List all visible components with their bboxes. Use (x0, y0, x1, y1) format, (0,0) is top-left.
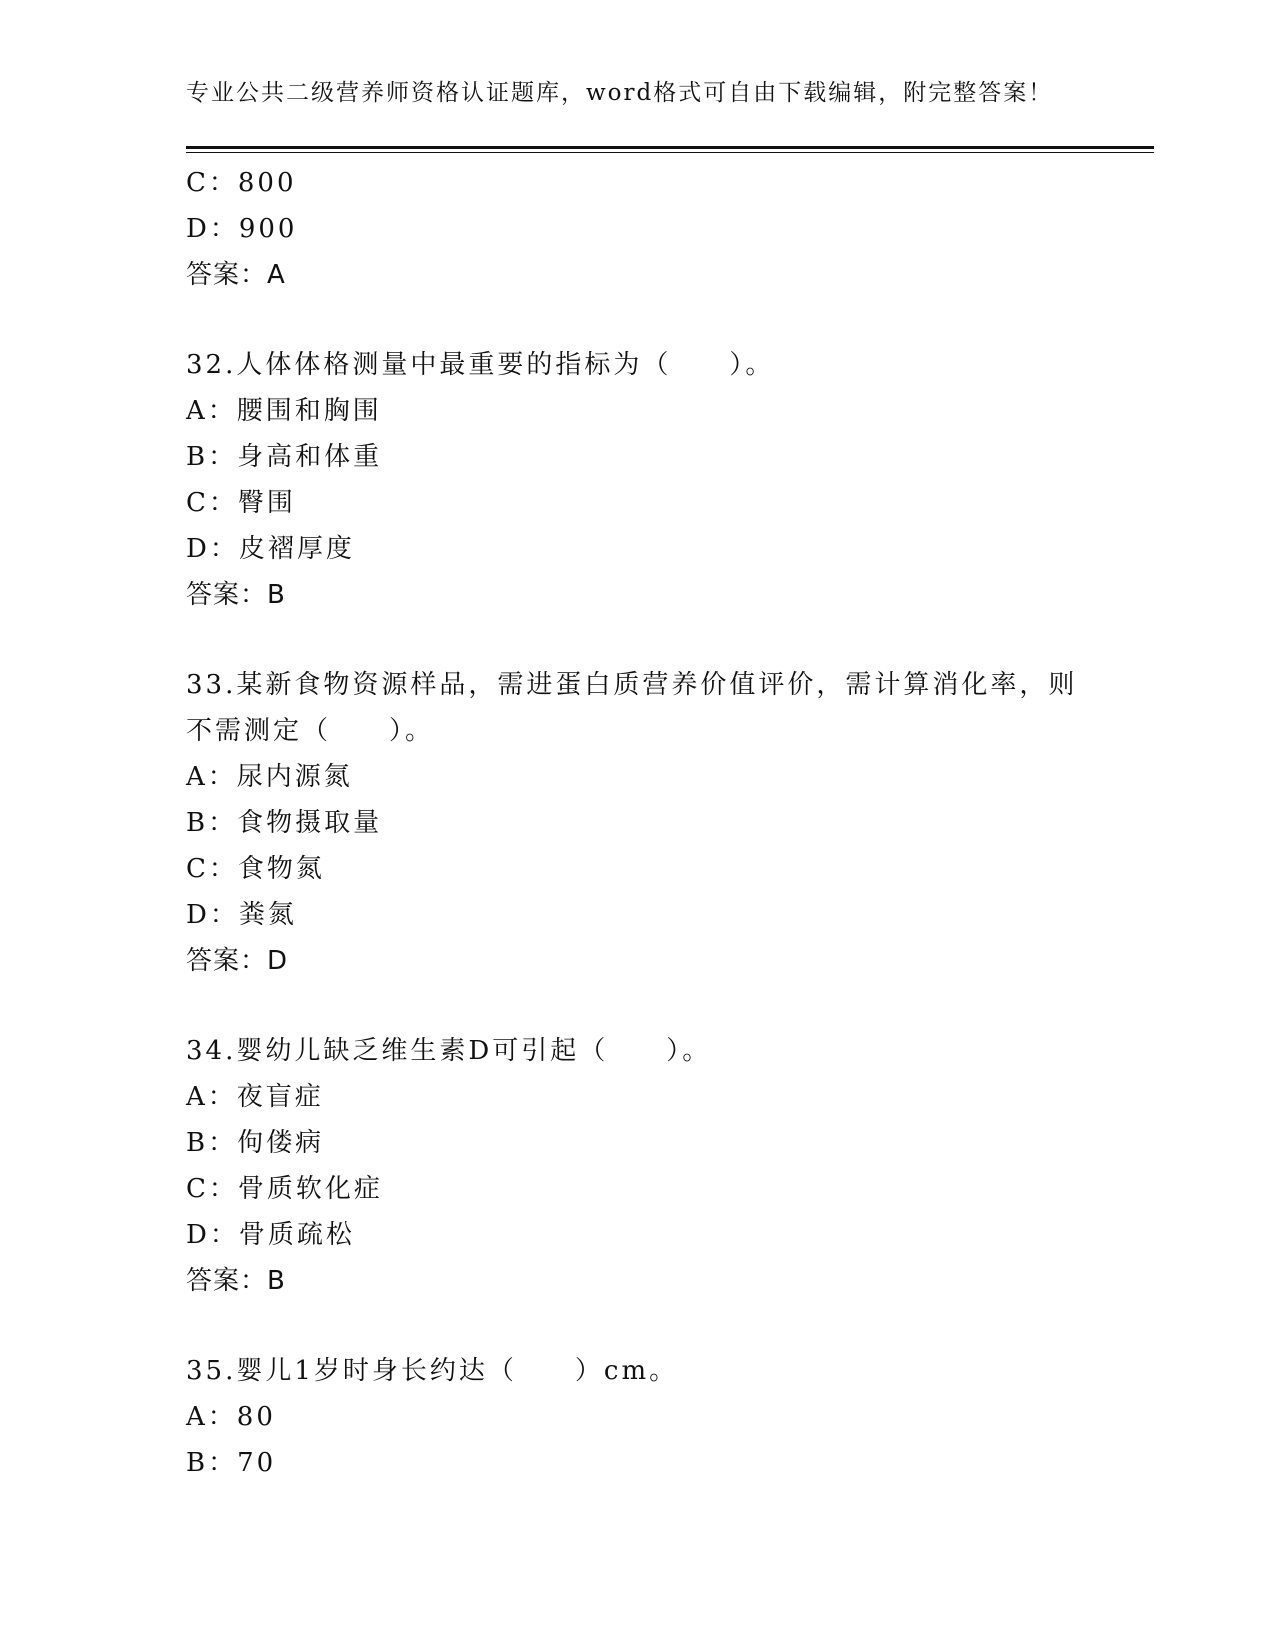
question-stem: 33.某新食物资源样品，需进蛋白质营养价值评价，需计算消化率，则 (186, 670, 1078, 700)
option-d: D：骨质疏松 (186, 1220, 355, 1250)
header-rule-thick (186, 146, 1154, 149)
question-stem: 34.婴幼儿缺乏维生素D可引起（ ）。 (186, 1036, 712, 1066)
question-stem: 35.婴儿1岁时身长约达（ ）cm。 (186, 1356, 679, 1386)
option-b: B：佝偻病 (186, 1128, 325, 1158)
question-stem: 32.人体体格测量中最重要的指标为（ ）。 (186, 350, 775, 380)
option-b: B：身高和体重 (186, 442, 383, 472)
page-header: 专业公共二级营养师资格认证题库，word格式可自由下载编辑，附完整答案！ (186, 80, 1054, 106)
option-b: B：70 (186, 1448, 277, 1478)
option-c: C：食物氮 (186, 854, 325, 884)
option-d: D：皮褶厚度 (186, 534, 355, 564)
answer-line: 答案：D (186, 946, 289, 976)
option-c: C：臀围 (186, 488, 296, 518)
answer-line: 答案：B (186, 580, 286, 610)
question-content (186, 160, 1086, 1486)
option-c: C：骨质软化症 (186, 1174, 383, 1204)
option-a: A：腰围和胸围 (186, 396, 382, 426)
option-d: D：粪氮 (186, 900, 297, 930)
answer-line: 答案：B (186, 1266, 286, 1296)
option-c: C：800 (186, 168, 297, 198)
answer-line: 答案：A (186, 260, 286, 290)
question-stem-continued: 不需测定（ ）。 (186, 716, 435, 746)
option-a: A：尿内源氮 (186, 762, 353, 792)
option-d: D：900 (186, 214, 298, 244)
option-b: B：食物摄取量 (186, 808, 383, 838)
header-rule-thin (186, 152, 1154, 153)
option-a: A：80 (186, 1402, 276, 1432)
option-a: A：夜盲症 (186, 1082, 324, 1112)
